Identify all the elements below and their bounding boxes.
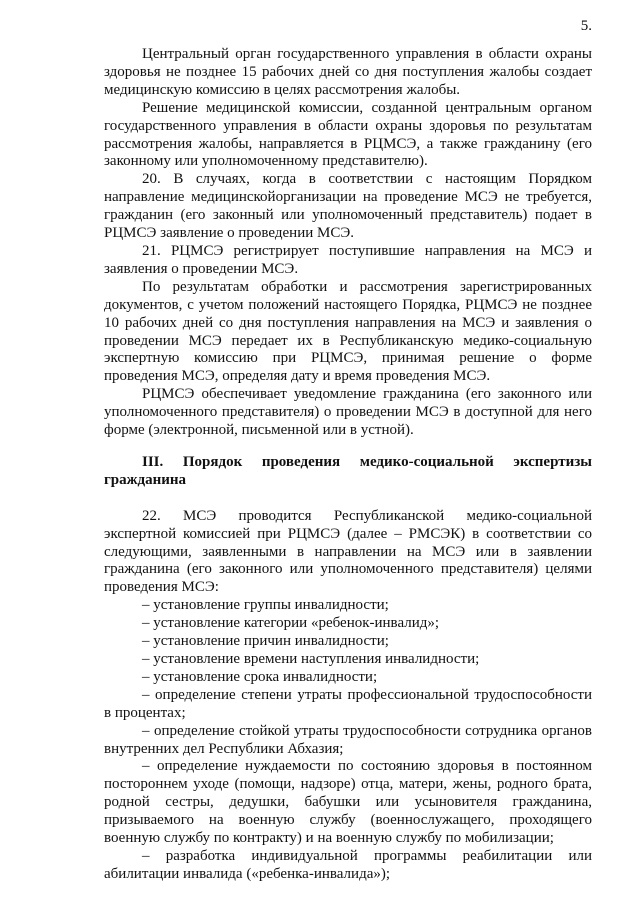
paragraph-processing: По результатам обработки и рассмотрения зарегистрированных документов, с учетом положений настоящего Порядка, РЦМСЭ не позднее 10 рабочих дней со дня поступления направления на МСЭ и заявления о проведении МСЭ передает их в Республиканскую медико-социальную экспертную комиссию при РЦМСЭ, принимая решение о форме проведения МСЭ, определяя дату и время проведения МСЭ. bbox=[104, 278, 592, 385]
list-item: – установление категории «ребенок-инвалид»; bbox=[142, 615, 440, 632]
paragraph-20: 20. В случаях, когда в соответствии с настоящим Порядком направление медицинскойорганизации на проведение МСЭ не требуется, гражданин (его законный или уполномоченный представитель) подает в РЦМСЭ заявление о проведении МСЭ. bbox=[104, 171, 592, 242]
paragraph-commission-decision: Решение медицинской комиссии, созданной центральным органом государственного управления в области охраны здоровья по результатам рассмотрения жалобы, направляется в РЦМСЭ, а также гражданину (его законному или уполномоченному представителю). bbox=[104, 99, 592, 170]
list-item: – установление причин инвалидности; bbox=[142, 633, 389, 650]
list-item: – определение степени утраты профессиональной трудоспособности в процентах; bbox=[104, 686, 592, 721]
paragraph-22: 22. МСЭ проводится Республиканской медико-социальной экспертной комиссией при РЦМСЭ (далее – РМСЭК) в соответствии со следующими, заявленными в направлении на МСЭ или в заявлении гражданина (его законного или уполномоченного представителя) целями проведения МСЭ: bbox=[104, 507, 592, 596]
list-item: – установление времени наступления инвалидности; bbox=[142, 651, 480, 667]
list-item: – установление срока инвалидности; bbox=[142, 668, 378, 685]
list-item: – определение стойкой утраты трудоспособности сотрудника органов внутренних дел Республики Абхазия; bbox=[104, 722, 592, 757]
list-item: – установление группы инвалидности; bbox=[142, 597, 389, 614]
paragraph-commission-creation: Центральный орган государственного управления в области охраны здоровья не позднее 15 рабочих дней со дня поступления жалобы создает медицинскую комиссию в целях рассмотрения жалобы. bbox=[104, 46, 592, 98]
paragraph-notification: РЦМСЭ обеспечивает уведомление гражданина (его законного или уполномоченного представителя) о проведении МСЭ в доступной для него форме (электронной, письменной или в устной). bbox=[104, 386, 592, 439]
section-heading: III. Порядок проведения медико-социальной экспертизы гражданина bbox=[104, 453, 592, 488]
page-number: 5. bbox=[580, 18, 592, 34]
paragraph-21: 21. РЦМСЭ регистрирует поступившие направления на МСЭ и заявления о проведении МСЭ. bbox=[104, 242, 592, 277]
list-item: – определение нуждаемости по состоянию здоровья в постоянном постороннем уходе (помощи, надзоре) отца, матери, жены, родного брата, родной сестры, дедушки, бабушки или усыновителя гражданина, призываемого на военную службу (военнослужащего, проходящего военную службу по контракту) и на военную службу по мобилизации; bbox=[104, 758, 592, 847]
list-item: – разработка индивидуальной программы реабилитации или абилитации инвалида («ребенка-инвалида»); bbox=[104, 847, 592, 882]
document-body bbox=[104, 46, 592, 884]
purpose-list bbox=[104, 597, 592, 884]
